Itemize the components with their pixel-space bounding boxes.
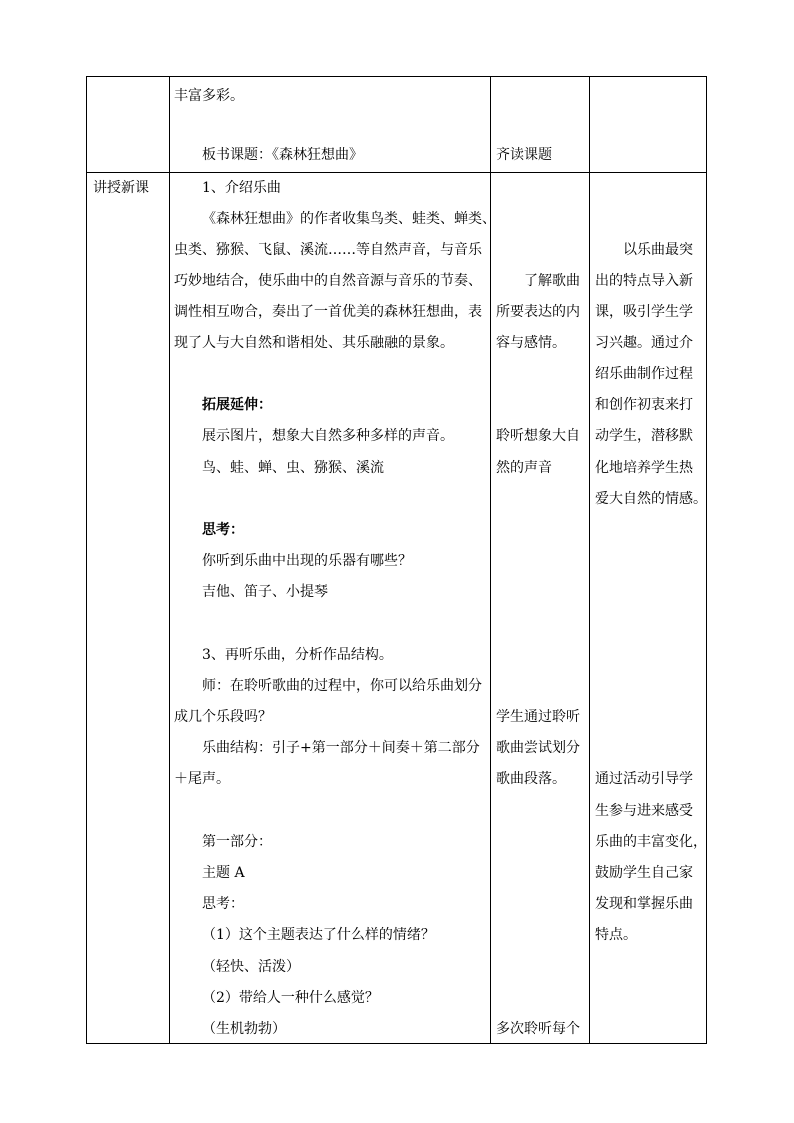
content-text: 鸟、蛙、蝉、虫、猕猴、溪流 xyxy=(202,460,384,476)
content-text: 3、再听乐曲，分析作品结构。 xyxy=(202,647,393,663)
content-text: （2）带给人一种什么感觉？ xyxy=(202,990,379,1006)
design-intent-text: 化地培养学生热 xyxy=(595,460,693,476)
design-intent-text: 特点。 xyxy=(595,927,637,943)
design-intent-text: 通过活动引导学 xyxy=(595,771,693,787)
content-text: 板书课题：《森林狂想曲》 xyxy=(202,147,363,163)
column-divider xyxy=(169,77,170,1043)
student-activity-text: 聆听想象大自 xyxy=(496,428,580,444)
student-activity-text: 齐读课题 xyxy=(496,147,552,163)
design-intent-text: 爱大自然的情感。 xyxy=(595,491,707,507)
content-text: （1）这个主题表达了什么样的情绪？ xyxy=(202,927,435,943)
design-intent-text: 鼓励学生自己家 xyxy=(595,865,693,881)
design-intent-text: 出的特点导入新 xyxy=(595,273,693,289)
student-activity-text: 歌曲尝试划分 xyxy=(496,740,580,756)
content-heading: 思考： xyxy=(202,522,244,538)
content-text: （生机勃勃） xyxy=(202,1021,286,1037)
content-text: 第一部分： xyxy=(202,834,272,850)
content-text: 丰富多彩。 xyxy=(174,88,244,104)
content-text: （轻快、活泼） xyxy=(202,959,300,975)
content-text: 思考： xyxy=(202,896,244,912)
student-activity-text: 多次聆听每个 xyxy=(496,1021,580,1037)
design-intent-text: 绍乐曲制作过程 xyxy=(595,366,693,382)
content-text: 1、介绍乐曲 xyxy=(202,180,281,196)
content-text: 虫类、猕猴、飞鼠、溪流……等自然声音，与音乐 xyxy=(174,242,482,258)
student-activity-text: 容与感情。 xyxy=(496,335,566,351)
content-text: ＋尾声。 xyxy=(174,771,230,787)
design-intent-text: 乐曲的丰富变化， xyxy=(595,834,707,850)
design-intent-text: 发现和掌握乐曲 xyxy=(595,896,693,912)
content-text: 吉他、笛子、小提琴 xyxy=(202,584,328,600)
content-text: 《森林狂想曲》的作者收集鸟类、蛙类、蝉类、 xyxy=(202,211,496,227)
design-intent-text: 生参与进来感受 xyxy=(595,803,693,819)
student-activity-text: 学生通过聆听 xyxy=(496,709,580,725)
design-intent-text: 习兴趣。通过介 xyxy=(595,335,693,351)
student-activity-text: 了解歌曲 xyxy=(524,273,580,289)
design-intent-text: 课，吸引学生学 xyxy=(595,304,693,320)
content-heading: 拓展延伸： xyxy=(202,397,272,413)
content-text: 你听到乐曲中出现的乐器有哪些？ xyxy=(202,553,412,569)
content-text: 成几个乐段吗？ xyxy=(174,709,272,725)
content-text: 巧妙地结合，使乐曲中的自然音源与音乐的节奏、 xyxy=(174,273,482,289)
student-activity-text: 歌曲段落。 xyxy=(496,771,566,787)
content-text: 现了人与大自然和谐相处、其乐融融的景象。 xyxy=(174,335,454,351)
content-text: 调性相互吻合，奏出了一首优美的森林狂想曲，表 xyxy=(174,304,482,320)
design-intent-text: 动学生，潜移默 xyxy=(595,428,693,444)
design-intent-text: 和创作初衷来打 xyxy=(595,397,693,413)
section-label: 讲授新课 xyxy=(93,180,149,196)
content-text: 乐曲结构：引子+第一部分＋间奏＋第二部分 xyxy=(202,740,480,756)
content-text: 展示图片，想象大自然多种多样的声音。 xyxy=(202,428,454,444)
content-text: 主题 A xyxy=(202,865,245,881)
column-divider xyxy=(589,77,590,1043)
content-text: 师：在聆听歌曲的过程中，你可以给乐曲划分 xyxy=(202,678,482,694)
student-activity-text: 然的声音 xyxy=(496,460,552,476)
student-activity-text: 所要表达的内 xyxy=(496,304,580,320)
row-divider xyxy=(87,172,706,173)
design-intent-text: 以乐曲最突 xyxy=(623,242,693,258)
